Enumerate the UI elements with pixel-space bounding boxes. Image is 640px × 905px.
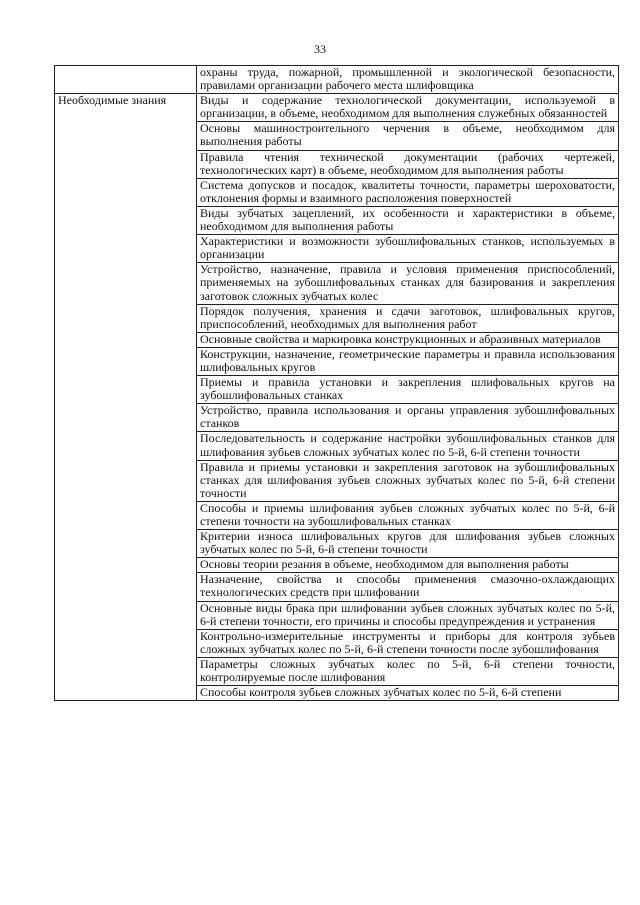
- knowledge-item: Виды зубчатых зацеплений, их особенности и характеристики в объеме, необходимом для выполнения работы: [197, 206, 619, 234]
- table-row: [55, 66, 619, 94]
- knowledge-item: Характеристики и возможности зубошлифовальных станков, используемых в организации: [197, 235, 619, 263]
- knowledge-item: Приемы и правила установки и закрепления шлифовальных кругов на зубошлифовальных станках: [197, 376, 619, 404]
- section-label: Необходимые знания: [55, 94, 197, 701]
- table-row: [55, 94, 619, 122]
- knowledge-table: [54, 65, 619, 701]
- knowledge-item: Способы и приемы шлифования зубьев сложных зубчатых колес по 5-й, 6-й степени точности на зубошлифовальных станках: [197, 501, 619, 529]
- knowledge-item: Устройство, правила использования и органы управления зубошлифовальных станков: [197, 404, 619, 432]
- knowledge-item: Виды и содержание технологической документации, используемой в организации, в объеме, необходимом для выполнения служебных обязанностей: [197, 94, 619, 122]
- knowledge-item: Последовательность и содержание настройки зубошлифовальных станков для шлифования зубьев сложных зубчатых колес по 5-й, 6-й степени точности: [197, 432, 619, 460]
- knowledge-item: Контрольно-измерительные инструменты и приборы для контроля зубьев сложных зубчатых колес по 5-й, 6-й степени точности после зубошлифования: [197, 629, 619, 657]
- knowledge-item: Назначение, свойства и способы применения смазочно-охлаждающих технологических средств при шлифовании: [197, 573, 619, 601]
- knowledge-item: Порядок получения, хранения и сдачи заготовок, шлифовальных кругов, приспособлений, необходимых для выполнения работ: [197, 304, 619, 332]
- row-label-cell: [55, 66, 197, 94]
- knowledge-item: Параметры сложных зубчатых колес по 5-й, 6-й степени точности, контролируемые после шлифования: [197, 657, 619, 685]
- row-content-cell: охраны труда, пожарной, промышленной и экологической безопасности, правилами организации рабочего места шлифовщика: [197, 66, 619, 94]
- knowledge-item: Правила и приемы установки и закрепления заготовок на зубошлифовальных станках для шлифования зубьев сложных зубчатых колес по 5-й, 6-й степени точности: [197, 460, 619, 501]
- knowledge-item: Критерии износа шлифовальных кругов для шлифования зубьев сложных зубчатых колес по 5-й, 6-й степени точности: [197, 530, 619, 558]
- knowledge-item: Основы машиностроительного черчения в объеме, необходимом для выполнения работы: [197, 122, 619, 150]
- knowledge-item: Система допусков и посадок, квалитеты точности, параметры шероховатости, отклонения формы и взаимного расположения поверхностей: [197, 178, 619, 206]
- page-number: 33: [314, 42, 326, 56]
- knowledge-item: Основы теории резания в объеме, необходимом для выполнения работы: [197, 558, 619, 573]
- knowledge-item: Способы контроля зубьев сложных зубчатых колес по 5-й, 6-й степени: [197, 686, 619, 701]
- knowledge-item: Правила чтения технической документации (рабочих чертежей, технологических карт) в объеме, необходимом для выполнения работы: [197, 150, 619, 178]
- knowledge-item: Основные свойства и маркировка конструкционных и абразивных материалов: [197, 332, 619, 347]
- knowledge-item: Конструкции, назначение, геометрические параметры и правила использования шлифовальных кругов: [197, 347, 619, 375]
- knowledge-item: Устройство, назначение, правила и условия применения приспособлений, применяемых на зубошлифовальных станках для базирования и закрепления заготовок сложных зубчатых колес: [197, 263, 619, 304]
- knowledge-item: Основные виды брака при шлифовании зубьев сложных зубчатых колес по 5-й, 6-й степени точности, его причины и способы предупреждения и устранения: [197, 601, 619, 629]
